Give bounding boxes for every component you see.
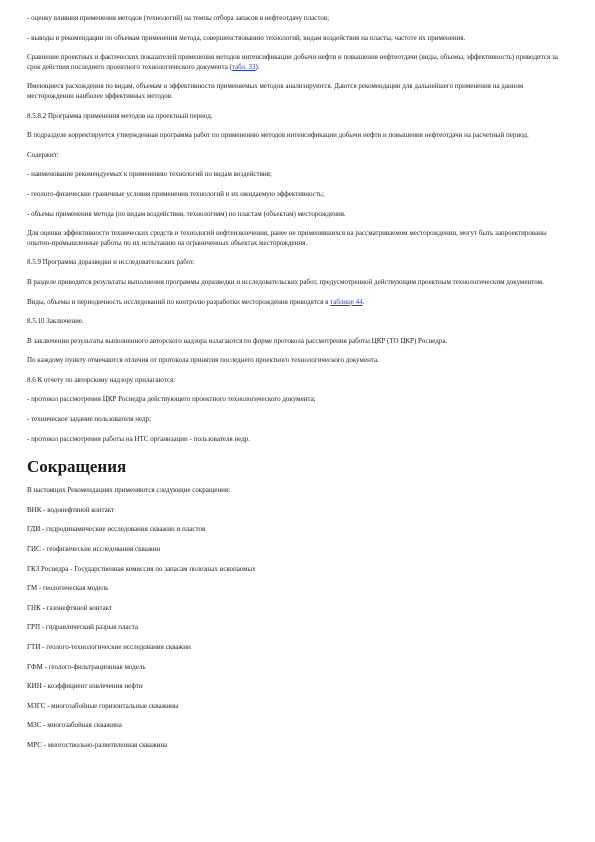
list-item-b21: - протокол рассмотрения работы на НТС организации - пользователя недр. [27,434,251,443]
abbreviation-item: КИН - коэффициент извлечения нефти [27,682,143,691]
subsection-heading-8-5-9: 8.5.9 Программа доразведки и исследовательских работ. [27,258,195,267]
abbreviation-item: МРС - многоствольно-разветвленная скважина [27,740,168,749]
paragraph-b3-text: Сравнение проектных и фактических показателей применения методов интенсификации добычи нефти и повышения нефтеотдачи (виды, объемы, эффективность) приводится за срок действия последнего проектного технологического документа ( [27,53,558,71]
paragraph-b1: - оценку влияния применения методов (технологий) на темпы отбора запасов в нефтеотдачу пластов; [27,14,330,22]
paragraph-b13: В разделе приводятся результаты выполнения программы доразведки и исследовательских работ, предусмотренной действующим проектным технологическим документом. [27,277,544,286]
subsection-heading-8-6: 8.6 К отчету по авторскому надзору прилагаются: [27,375,176,384]
abbreviations-list [27,506,559,751]
abbreviation-item: ГТИ - геолого-технологические исследования скважин [27,643,191,651]
abbreviation-item: МЗС - многозабойная скважина [27,721,122,730]
paragraph-b2: - выводы и рекомендации по объемам применения метода, совершенствованию технологий, видам воздействия на пласты, частоте их применения. [27,33,466,42]
subsection-heading-8-5-10: 8.5.10 Заключение. [27,317,84,326]
paragraph-b7: Содержит: [27,150,59,159]
abbreviation-item: ГНК - газонефтяной контакт [27,603,113,612]
paragraph-b4: Имеющиеся расхождения по видам, объемам и эффективности применяемых методов анализируются. Даются рекомендации для дальнейшего применения на данном месторождении наиболее эффективных методов. [27,82,524,100]
paragraph-b6: В подразделе корректируется утвержденная программа работ по применению методов интенсификации добычи нефти и повышения нефтеотдачи на расчетный период. [27,131,529,140]
list-item-b19: - протокол рассмотрения ЦКР Роснедра действующего проектного технологического документа; [27,395,316,404]
table-33-link[interactable]: табл. 33 [231,62,256,71]
paragraph-b11: Для оценки эффективности технических средств и технологий нефтеизвлечения, ранее не применявшихся на рассматриваемом месторождении, могут быть запроектированы опытно-промышленные работы по их испытанию на ограниченных объектах месторождения. [27,229,547,247]
abbreviation-item: ГМ - геологическая модель [27,584,109,593]
document-body [27,14,559,751]
list-item-b9: - геолого-физические граничные условия применения технологий и их ожидаемую эффективность; [27,189,325,198]
abbreviation-item: МЗГС - многозабойные горизонтальные скважины [27,701,179,710]
abbreviation-item: ВНК - водонефтяной контакт [27,505,115,514]
paragraph-b14 [27,298,559,308]
abbreviation-item: ГКЗ Роснедра - Государственная комиссия по запасам полезных ископаемых [27,564,256,573]
paragraph-b3-tail: ). [255,62,260,71]
paragraph-b17: По каждому пункту отмечаются отличия от протокола принятия последнего проектного технологического документа. [27,356,379,365]
abbreviation-item: ГФМ - геолого-фильтрационная модель [27,662,146,671]
abbreviation-item: ГРП - гидравлический разрыв пласта [27,623,138,632]
abbreviation-item: ГИС - геофизические исследования скважин [27,545,161,554]
paragraph-b14-text: Виды, объемы и периодичность исследований по контролю разработки месторождения приводятся в [27,297,331,306]
abbreviations-intro: В настоящих Рекомендациях применяются следующие сокращения: [27,486,231,495]
paragraph-b14-tail: . [362,297,365,306]
abbreviation-item: ГДИ - гидродинамические исследования скважин и пластов [27,525,206,534]
list-item-b10: - объемы применения метода (по видам воздействия, технологиям) по пластам (объектам) месторождения. [27,209,346,218]
section-heading-abbreviations: Сокращения [27,457,127,477]
subsection-heading-8-5-8-2: 8.5.8.2 Программа применения методов на проектный период. [27,111,213,120]
list-item-b20: - техническое задание пользователя недр; [27,415,152,424]
paragraph-b16: В заключении результаты выполненного авторского надзора излагаются по форме протокола рассмотрения работы ЦКР (ТО ЦКР) Роснедра. [27,336,448,345]
table-44-link[interactable]: таблице 44 [330,297,363,306]
paragraph-b3 [27,53,559,72]
list-item-b8: - наименование рекомендуемых к применению технологий по видам воздействия; [27,170,272,179]
